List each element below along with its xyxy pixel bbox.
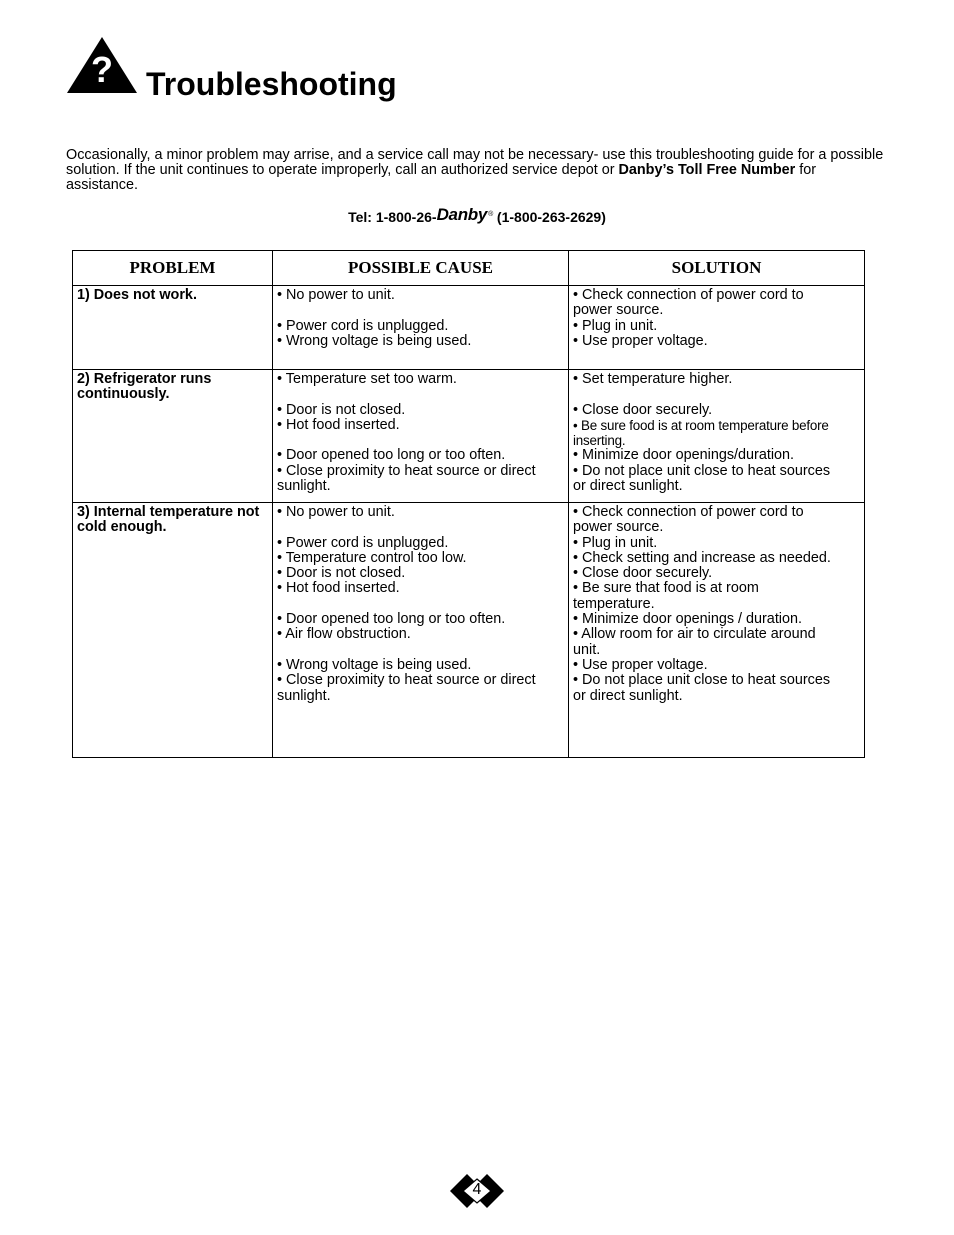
cause-line: • Door is not closed. [277,401,406,418]
solution-line: • Close door securely. [573,565,713,582]
solution-line: • Do not place unit close to heat sources [573,462,831,479]
solution-line: inserting. [573,433,626,449]
telephone-line [0,205,954,227]
cause-line [277,387,564,402]
solution-line: • Use proper voltage. [573,332,708,349]
solution-line: • Be sure food is at room temperature before [573,417,829,433]
solution-line: or direct sunlight. [573,478,683,495]
cause-line: • Close proximity to heat source or direct [277,462,536,479]
cause-line: sunlight. [277,478,331,495]
intro-text-1: Occasionally, a minor problem may arrise, and a service call may not be necessary- use this troubleshooting guide for a possible solution. If the unit continues to operate improperly, call an authorized service depot or [66,147,884,178]
problem-text: 3) Internal temperature not cold enough. [77,504,260,536]
problem-text: 2) Refrigerator runs continuously. [77,371,212,403]
table-body [73,286,865,758]
troubleshooting-table [72,250,865,758]
cause-cell [273,286,569,370]
cause-line: • Door is not closed. [277,565,406,582]
intro-text-2: for assistance. [66,162,817,193]
solution-cell [569,503,865,758]
cause-cell [273,503,569,758]
solution-line: • Minimize door openings/duration. [573,447,795,464]
cause-line [277,597,564,612]
header-solution: SOLUTION [569,251,865,286]
cause-line: • Close proximity to heat source or direct [277,672,536,689]
problem-text: 1) Does not work. [77,287,197,303]
solution-line: • Plug in unit. [573,534,658,551]
solution-line: • Check connection of power cord to [573,287,804,303]
solution-cell [569,286,865,370]
intro-paragraph [66,148,888,193]
solution-cell [569,370,865,503]
tel-number: (1-800-263-2629) [493,209,606,225]
cause-line [277,643,564,658]
cause-line: • Hot food inserted. [277,416,400,433]
problem-cell [73,370,273,503]
cause-cell [273,370,569,503]
solution-line: • Set temperature higher. [573,371,733,387]
page-title: Troubleshooting [146,66,397,102]
solution-line: temperature. [573,595,655,612]
cause-line: • Wrong voltage is being used. [277,656,472,673]
cause-line: • Door opened too long or too often. [277,447,506,464]
solution-line: • Plug in unit. [573,317,658,334]
header-problem: PROBLEM [73,251,273,286]
cause-line: • Temperature control too low. [277,549,467,566]
solution-line: power source. [573,519,664,536]
cause-line: • Power cord is unplugged. [277,317,449,334]
page-number-badge [446,1170,508,1212]
cause-line: sunlight. [277,687,331,704]
cause-line: • No power to unit. [277,504,395,520]
cause-line: • Door opened too long or too often. [277,611,506,628]
solution-line: • Use proper voltage. [573,656,708,673]
solution-line: • Do not place unit close to heat sources [573,672,831,689]
danby-logo-text: Danby [436,205,488,224]
cause-line: • Air flow obstruction. [277,626,411,643]
question-warning-icon [66,36,138,94]
cause-line: • Power cord is unplugged. [277,534,449,551]
solution-line: • Check setting and increase as needed. [573,549,831,566]
table-row [73,286,865,370]
page-number: 4 [472,1181,482,1198]
problem-cell [73,286,273,370]
registered-mark: ® [488,211,494,218]
solution-line: • Allow room for air to circulate around [573,626,816,643]
solution-line: • Check connection of power cord to [573,504,804,520]
table-header-row [73,251,865,286]
tel-prefix: Tel: 1-800-26- [348,209,437,225]
solution-line: • Minimize door openings / duration. [573,611,803,628]
solution-line: power source. [573,302,664,319]
solution-line: • Be sure that food is at room [573,580,759,597]
intro-toll-free-emphasis: Danby’s Toll Free Number [618,162,796,178]
header-possible-cause: POSSIBLE CAUSE [273,251,569,286]
cause-line: • Wrong voltage is being used. [277,332,472,349]
cause-line: • No power to unit. [277,287,395,303]
table-row [73,370,865,503]
cause-line: • Temperature set too warm. [277,371,457,387]
cause-line: • Hot food inserted. [277,580,400,597]
svg-text:?: ? [91,49,113,90]
solution-line: or direct sunlight. [573,687,683,704]
cause-line [277,520,564,535]
problem-cell [73,503,273,758]
solution-line: unit. [573,641,601,658]
cause-line [277,433,564,448]
cause-line [277,303,564,318]
danby-logo [437,205,493,225]
solution-line: • Close door securely. [573,401,713,418]
solution-line [573,387,860,402]
table-row [73,503,865,758]
